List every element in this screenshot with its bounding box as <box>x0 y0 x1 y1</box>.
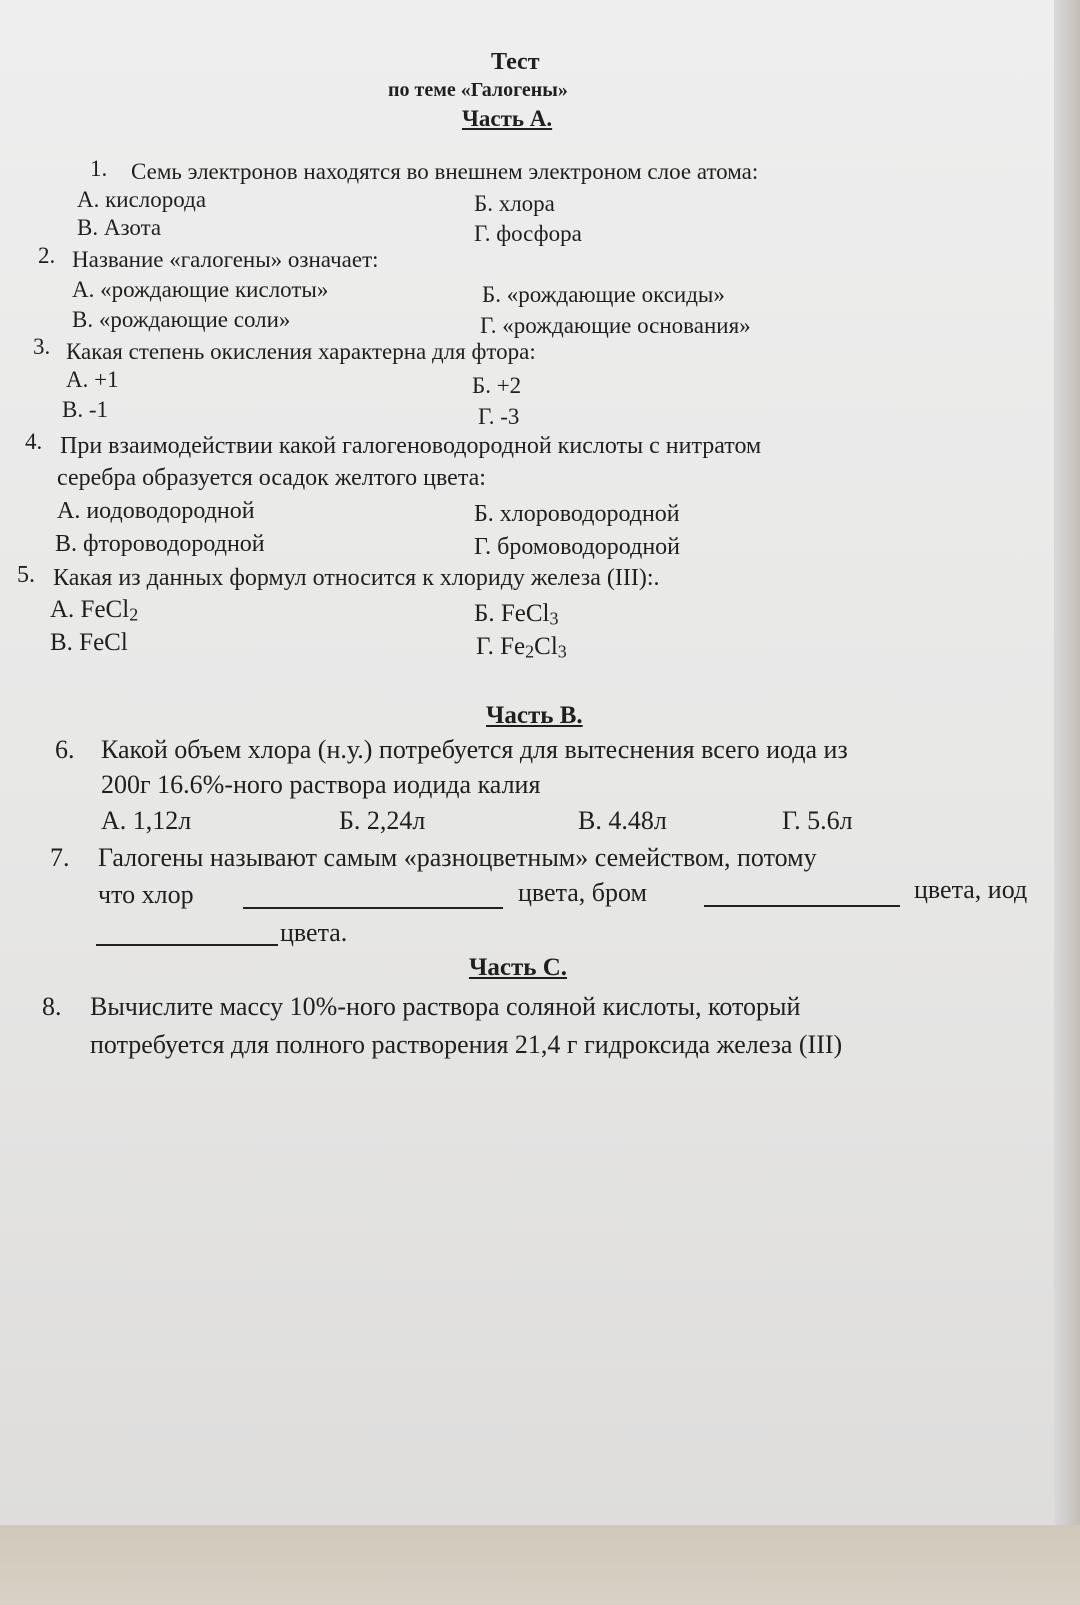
question-4-option-d: Г. бромоводородной <box>474 534 681 560</box>
bromine-color-blank[interactable] <box>704 905 900 907</box>
question-1-option-d: Г. фосфора <box>474 221 582 246</box>
question-2-text: Название «галогены» означает: <box>72 247 379 272</box>
question-3-option-d: Г. -3 <box>478 404 520 429</box>
question-3-option-c: В. -1 <box>62 397 108 422</box>
question-8-number: 8. <box>42 992 62 1021</box>
chlorine-color-blank[interactable] <box>243 907 503 909</box>
part-b-heading: Часть В. <box>486 702 583 729</box>
question-4-text-line2: серебра образуется осадок желтого цвета: <box>57 465 486 491</box>
paper-edge <box>1054 0 1080 1530</box>
question-6-option-d: Г. 5.6л <box>782 806 853 835</box>
question-5-option-d: Г. $Fe_2Cl_3$ <box>476 633 567 662</box>
part-a-heading: Часть А. <box>462 106 553 131</box>
question-1-option-a: А. кислорода <box>77 187 207 212</box>
question-5-option-b: Б. FeCl$_3$ <box>474 600 559 629</box>
question-3-option-a: А. +1 <box>66 367 119 392</box>
question-8-text-line1: Вычислите массу 10%-ного раствора соляной кислоты, который <box>90 992 801 1021</box>
question-3-option-b: Б. +2 <box>472 373 522 398</box>
question-2-number: 2. <box>38 243 56 268</box>
question-4-option-b: Б. хлороводородной <box>474 501 680 527</box>
question-4-text-line1: При взаимодействии какой галогеноводородной кислоты с нитратом <box>60 433 762 459</box>
question-6-option-b: Б. 2,24л <box>339 806 426 835</box>
question-4-option-a: А. иодоводородной <box>57 498 255 524</box>
question-5-option-c: В. FeCl <box>50 629 128 656</box>
test-title: Тест <box>491 49 540 75</box>
iodine-color-blank[interactable] <box>96 944 278 946</box>
question-2-option-c: В. «рождающие соли» <box>72 307 291 332</box>
question-4-number: 4. <box>25 429 43 454</box>
question-3-number: 3. <box>33 334 51 359</box>
question-1-option-b: Б. хлора <box>474 191 555 216</box>
desk-surface <box>0 1525 1080 1605</box>
part-c-heading: Часть С. <box>469 954 567 981</box>
question-6-text-line1: Какой объем хлора (н.у.) потребуется для вытеснения всего иода из <box>101 735 848 764</box>
question-3-text: Какая степень окисления характерна для фтора: <box>66 339 536 364</box>
question-8-text-line2: потребуется для полного растворения 21,4 г гидроксида железа (III) <box>90 1030 843 1059</box>
question-7-text-bromine: цвета, бром <box>518 878 647 907</box>
question-7-text-end: цвета. <box>280 918 348 947</box>
question-5-text: Какая из данных формул относится к хлориду железа (III):. <box>53 565 660 591</box>
question-7-text-iodine: цвета, иод <box>914 875 1028 904</box>
question-2-option-a: А. «рождающие кислоты» <box>72 277 329 302</box>
question-6-text-line2: 200г 16.6%-ного раствора иодида калия <box>101 770 541 799</box>
question-1-text: Семь электронов находятся во внешнем электроном слое атома: <box>131 159 759 184</box>
question-1-option-c: В. Азота <box>77 215 162 240</box>
question-7-number: 7. <box>50 843 70 872</box>
question-5-number: 5. <box>17 562 35 588</box>
question-5-option-a: А. FeCl$_2$ <box>50 596 139 625</box>
question-6-number: 6. <box>55 735 75 764</box>
question-6-option-c: В. 4.48л <box>578 806 667 835</box>
question-2-option-d: Г. «рождающие основания» <box>480 313 751 338</box>
question-2-option-b: Б. «рождающие оксиды» <box>482 282 725 307</box>
question-7-text-line1: Галогены называют самым «разноцветным» семейством, потому <box>98 843 817 872</box>
question-7-text-chlorine: что хлор <box>98 880 194 909</box>
question-4-option-c: В. фтороводородной <box>55 531 265 557</box>
test-topic: по теме «Галогены» <box>388 79 568 101</box>
question-6-option-a: А. 1,12л <box>101 806 192 835</box>
question-1-number: 1. <box>90 156 108 181</box>
